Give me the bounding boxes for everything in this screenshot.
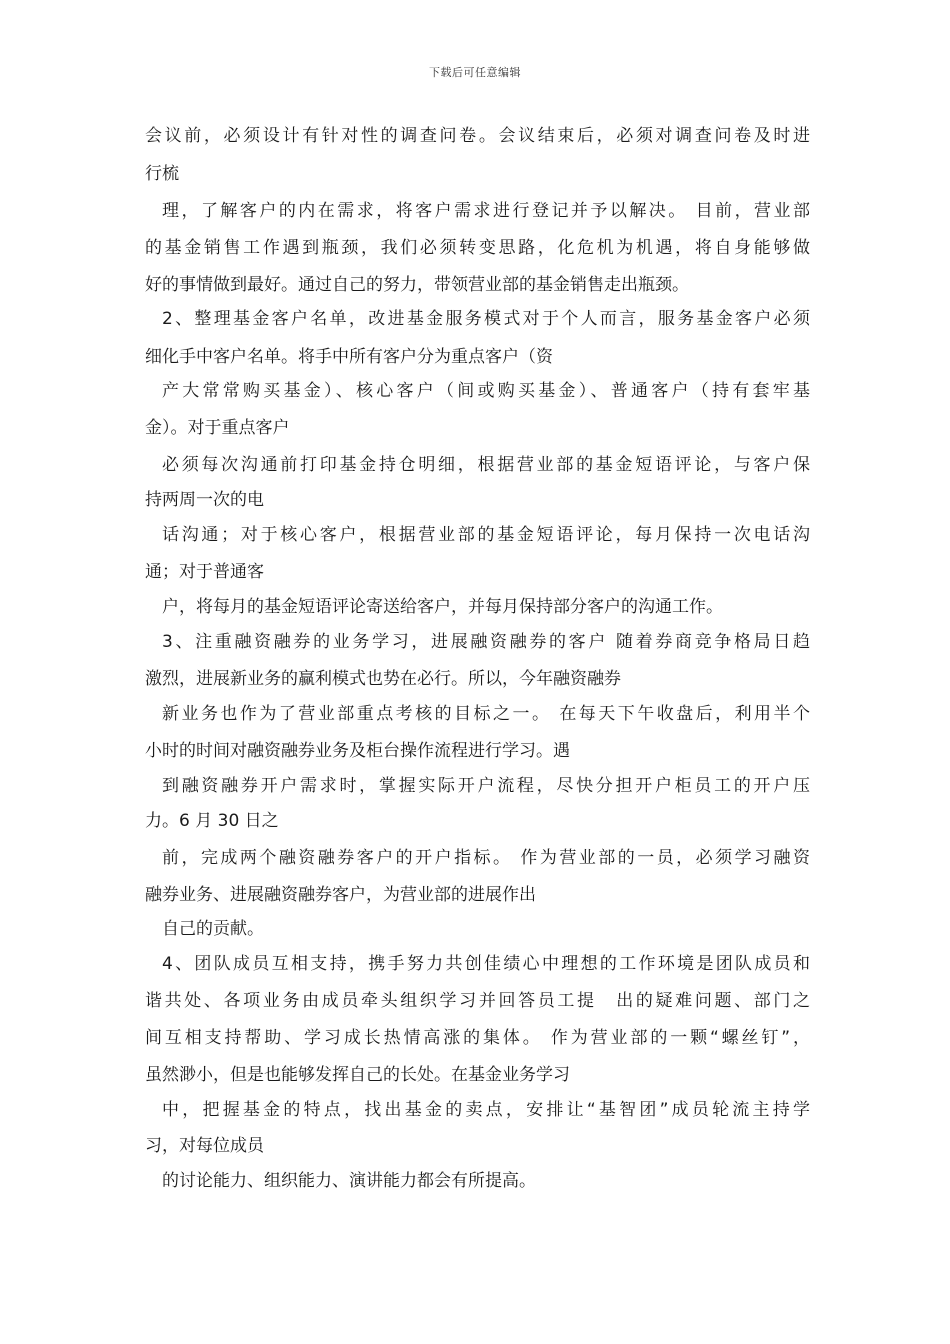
text-line: 自己的贡献。 [162,919,264,939]
text-line: 2、整理基金客户名单，改进基金服务模式对于个人而言，服务基金客户必须 [162,309,810,329]
text-line: 间互相支持帮助、学习成长热情高涨的集体。 作为营业部的一颗“螺丝钉”， [145,1028,810,1048]
text-line: 新业务也作为了营业部重点考核的目标之一。 在每天下午收盘后，利用半个 [162,704,810,724]
text-line: 融券业务、进展融资融券客户，为营业部的进展作出 [145,885,536,905]
text-line: 力。6 月 30 日之 [145,811,279,831]
text-line: 谐共处、各项业务由成员牵头组织学习并回答员工提 出的疑难问题、部门之 [145,991,810,1011]
text-line: 中，把握基金的特点，找出基金的卖点，安排让“基智团”成员轮流主持学 [162,1100,810,1120]
text-line: 的基金销售工作遇到瓶颈，我们必须转变思路，化危机为机遇，将自身能够做 [145,238,810,258]
text-line: 必须每次沟通前打印基金持仓明细，根据营业部的基金短语评论，与客户保 [162,455,810,475]
text-line: 到融资融券开户需求时，掌握实际开户流程，尽快分担开户柜员工的开户压 [162,776,810,796]
text-line: 4、团队成员互相支持，携手努力共创佳绩心中理想的工作环境是团队成员和 [162,954,810,974]
text-line: 理，了解客户的内在需求，将客户需求进行登记并予以解决。 目前，营业部 [162,201,810,221]
text-line: 虽然渺小，但是也能够发挥自己的长处。在基金业务学习 [145,1065,570,1085]
text-line: 小时的时间对融资融券业务及柜台操作流程进行学习。遇 [145,741,570,761]
text-line: 会议前，必须设计有针对性的调查问卷。会议结束后，必须对调查问卷及时进 [145,126,810,146]
text-line: 行梳 [145,164,179,184]
text-line: 激烈，进展新业务的赢利模式也势在必行。所以，今年融资融券 [145,669,621,689]
text-line: 好的事情做到最好。通过自己的努力，带领营业部的基金销售走出瓶颈。 [145,275,689,295]
text-line: 的讨论能力、组织能力、演讲能力都会有所提高。 [162,1171,536,1191]
text-line: 金）。对于重点客户 [145,418,290,438]
text-line: 细化手中客户名单。将手中所有客户分为重点客户（资 [145,347,553,367]
page-header: 下载后可任意编辑 [429,66,521,79]
text-line: 产大常常购买基金）、核心客户（间或购买基金）、普通客户（持有套牢基 [162,381,810,401]
text-line: 前，完成两个融资融券客户的开户指标。 作为营业部的一员，必须学习融资 [162,848,810,868]
text-line: 户，将每月的基金短语评论寄送给客户，并每月保持部分客户的沟通工作。 [162,597,723,617]
text-line: 话沟通；对于核心客户，根据营业部的基金短语评论，每月保持一次电话沟 [162,525,810,545]
text-line: 3、注重融资融券的业务学习，进展融资融券的客户 随着券商竞争格局日趋 [162,632,810,652]
text-line: 持两周一次的电 [145,490,264,510]
text-line: 通；对于普通客 [145,562,264,582]
text-line: 习，对每位成员 [145,1136,264,1156]
